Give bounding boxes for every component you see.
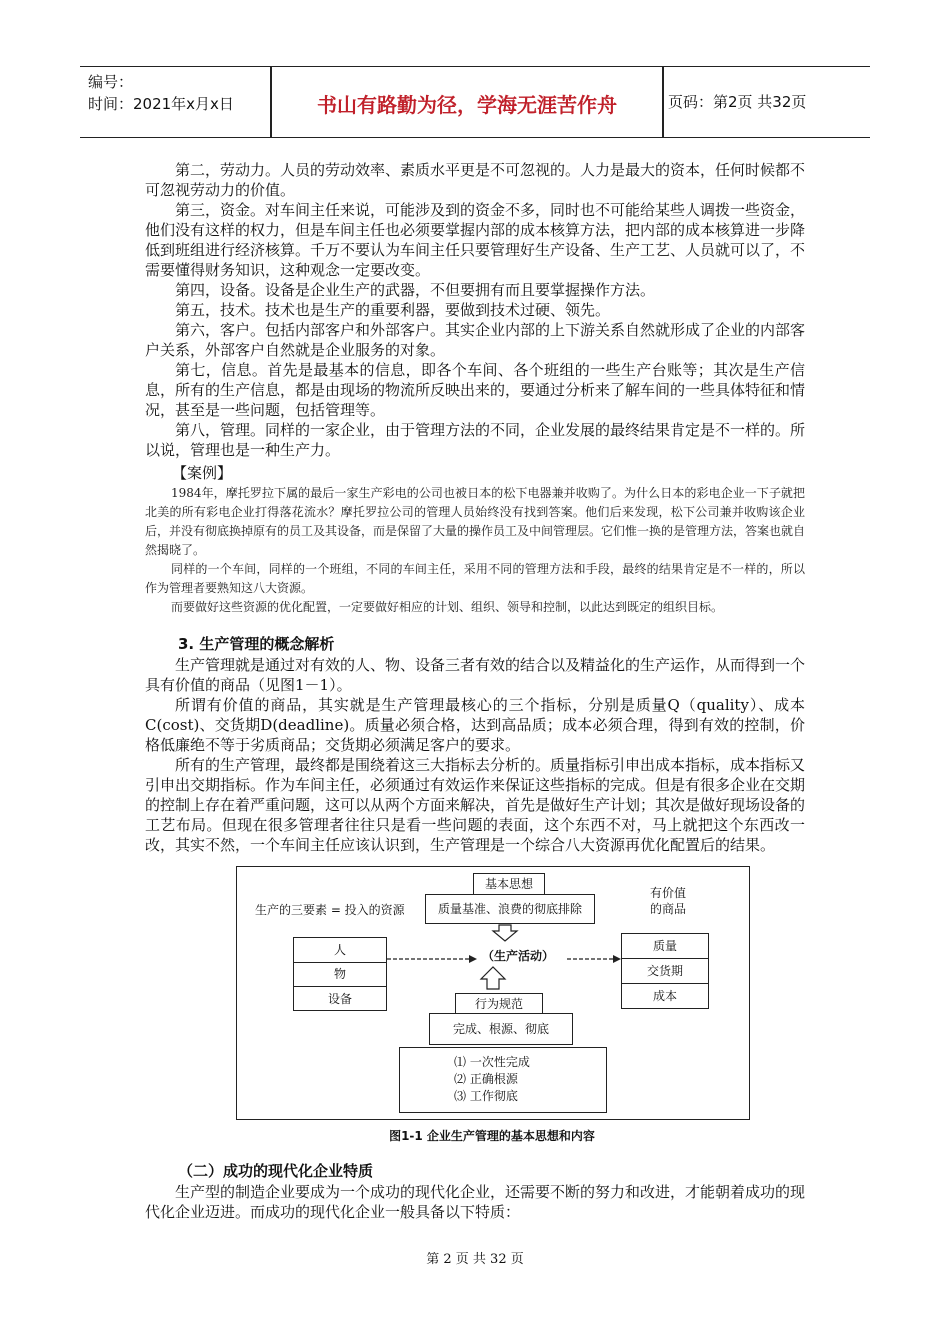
steps-box [399,1047,607,1113]
paragraph-equipment: 第四，设备。设备是企业生产的武器，不但要拥有而且要掌握操作方法。 [175,281,656,299]
behavior-norm-content: 完成、根源、彻底 [429,1013,573,1045]
section3-paragraph: 所谓有价值的商品，其实就是生产管理最核心的三个指标，分别是质量Q（quality）、成本C(cost)、交货期D(deadline)。质量必须合格，达到高品质；成本必须合理，得到有效的控制，价格低廉绝不等于劣质商品；交货期必须满足客户的要求。 [145,696,805,754]
header-motto: 书山有路勤为径，学海无涯苦作舟 [317,93,617,117]
step-three: ⑶ 工作彻底 [454,1089,518,1103]
output-quality: 质量 [622,934,708,959]
section2-paragraph: 生产型的制造企业要成为一个成功的现代化企业，还需要不断的努力和改进，才能朝着成功的现代化企业迈进。而成功的现代化企业一般具备以下特质： [145,1183,806,1221]
page-header [80,66,870,138]
number-label: 编号： [88,73,134,91]
paragraph-management: 第八，管理。同样的一家企业，由于管理方法的不同，企业发展的最终结果肯定是不一样的。所以说，管理也是一种生产力。 [145,421,806,459]
case-label: 【案例】 [172,464,233,482]
case-text: 同样的一个车间，同样的一个班组，不同的车间主任，采用不同的管理方法和手段，最终的结果肯定是不一样的，所以作为管理者要熟知这八大资源。 [145,562,805,595]
section3-paragraph: 所有的生产管理，最终都是围绕着这三大指标去分析的。质量指标引申出成本指标，成本指标又引申出交期指标。作为车间主任，必须通过有效运作来保证这些指标的完成。但是有很多企业在交期的控制上存在着严重问题，这可以从两个方面来解决，首先是做好生产计划；其次是做好现场设备的工艺布局。但现在很多管理者往往只是看一些问题的表面，这个东西不对，马上就把这个东西改一改，其实不然，一个车间主任应该认识到，生产管理是一个综合八大资源再优化配置后的结果。 [145,756,806,854]
case-text: 1984年，摩托罗拉下属的最后一家生产彩电的公司也被日本的松下电器兼并收购了。为什么日本的彩电企业一下子就把北美的所有彩电企业打得落花流水？摩托罗拉公司的管理人员始终没有找到答案。他们后来发现，松下公司兼并收购该企业后，并没有彻底换掉原有的员工及其设备，而是保留了大量的操作员工及中间管理层。它们惟一换的是管理方法，答案也就自然揭晓了。 [145,486,806,557]
basic-idea-box: 基本思想 [473,873,545,895]
input-material: 物 [294,963,386,987]
up-arrow-icon [481,967,505,989]
paragraph-capital: 第三，资金。对车间主任来说，可能涉及到的资金不多，同时也不可能给某些人调拨一些资金，他们没有这样的权力，但是车间主任也必须要掌握内部的成本核算方法，把内部的成本核算进一步降低到班组进行经济核算。千万不要认为车间主任只要管理好生产设备、生产工艺、人员就可以了，不需要懂得财务知识，这种观念一定要改变。 [145,201,806,279]
paragraph-customer: 第六，客户。包括内部客户和外部客户。其实企业内部的上下游关系自然就形成了企业的内部客户关系，外部客户自然就是企业服务的对象。 [145,321,806,359]
step-one: ⑴ 一次性完成 [454,1055,530,1069]
paragraph-information: 第七，信息。首先是最基本的信息，即各个车间、各个班组的一些生产台账等；其次是生产信息，所有的生产信息，都是由现场的物流所反映出来的，要通过分析来了解车间的一些具体特征和情况，甚至是一些问题，包括管理等。 [145,361,806,419]
output-delivery: 交货期 [622,959,708,984]
paragraph-technology: 第五，技术。技术也是生产的重要利器，要做到技术过硬、领先。 [175,301,611,319]
down-arrow-icon [493,925,517,941]
basic-idea-content: 质量基准、浪费的彻底排除 [425,894,595,924]
input-equipment: 设备 [327,992,352,1006]
three-elements-label: 生产的三要素 = 投入的资源 [255,903,405,917]
header-meta [88,71,234,115]
right-arrow-icon [469,955,477,963]
behavior-norm-box: 行为规范 [455,993,543,1015]
case-text: 而要做好这些资源的优化配置，一定要做好相应的计划、组织、领导和控制，以此达到既定的组织目标。 [171,600,724,614]
page-footer: 第 2 页 共 32 页 [426,1252,524,1267]
section-title: 3. 生产管理的概念解析 [178,635,335,653]
step-two: ⑵ 正确根源 [454,1072,518,1086]
input-person: 人 [294,938,386,963]
valuable-goods-label: 有价值 的商品 [649,886,686,916]
section3-paragraph: 生产管理就是通过对有效的人、物、设备三者有效的结合以及精益化的生产运作，从而得到一个具有价值的商品（见图1－1）。 [145,656,806,694]
output-cost: 成本 [652,989,677,1003]
time-label: 时间：2021年x月x日 [88,95,234,113]
section-title: （二）成功的现代化企业特质 [178,1162,374,1180]
figure-caption: 图1-1 企业生产管理的基本思想和内容 [389,1129,595,1143]
figure-production-management [236,866,750,1120]
header-page-label: 页码：第2页 共32页 [668,93,807,111]
production-activity-label: （生产活动） [481,949,554,963]
paragraph-labor: 第二，劳动力。人员的劳动效率、素质水平更是不可忽视的。人力是最大的资本，任何时候都不可忽视劳动力的价值。 [145,161,806,199]
right-arrow-icon [613,955,621,963]
